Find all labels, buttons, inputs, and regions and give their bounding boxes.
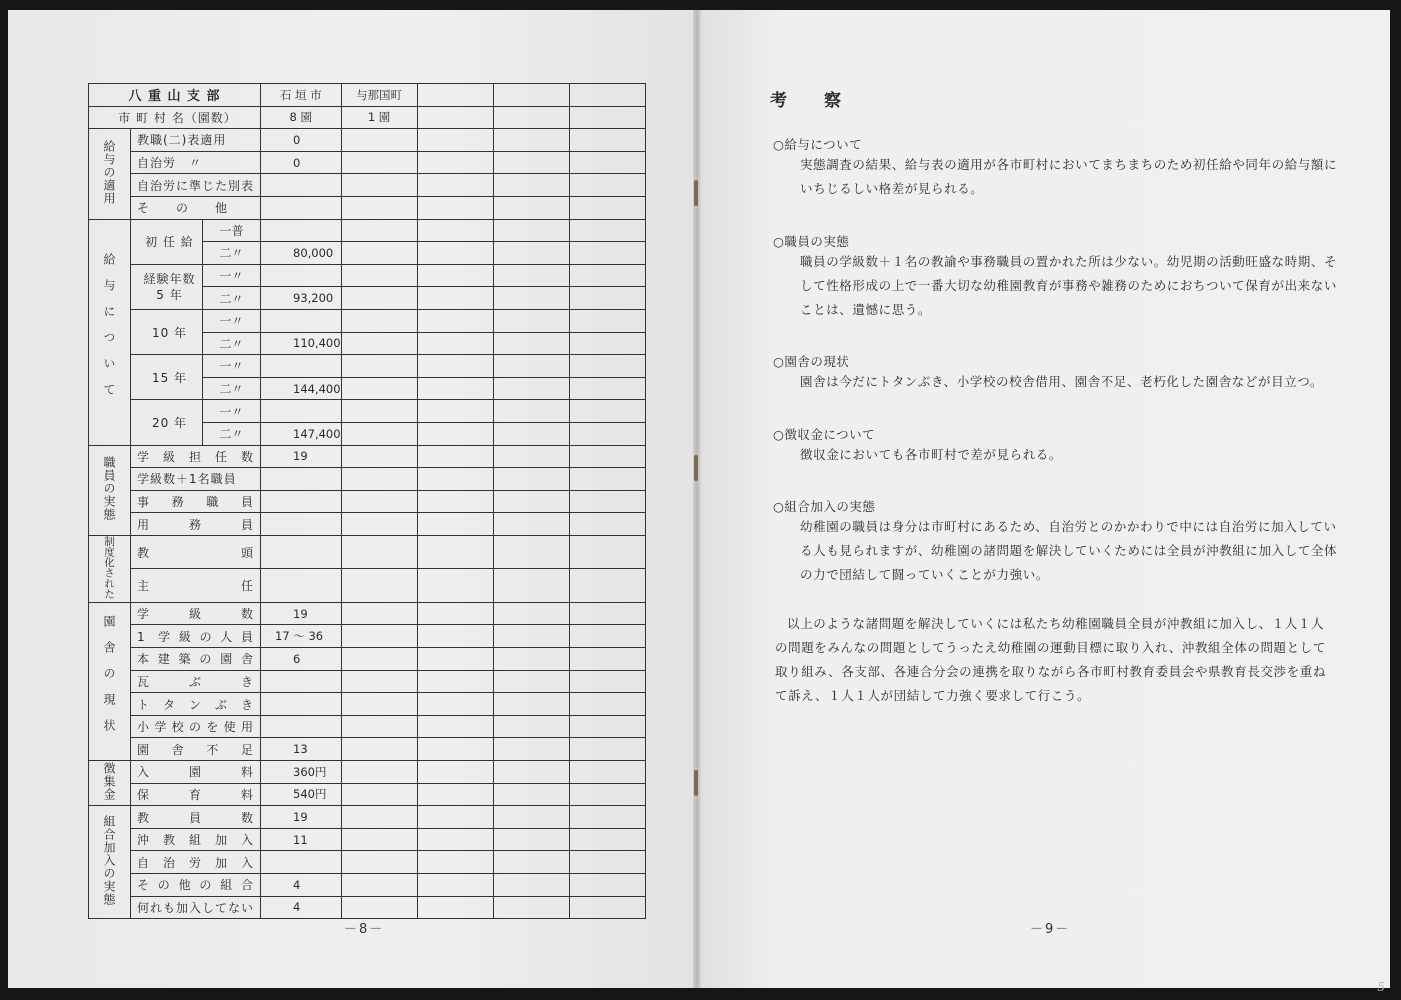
conclusion-paragraph: 以上のような諸問題を解決していくには私たち幼稚園職員全員が沖教組に加入し、１人１人の問題をみんなの問題としてうったえ幼稚園の運動目標に取り入れ、沖教組全体の問題として取り組み、各支部、各連合分会の連携を取りながら各市町村教育委員会や県教育長交渉を重ねて訴え、１人１人が団結して力強く要求して行こう。 [775, 616, 1326, 703]
binding-stitch [694, 770, 698, 796]
section-heading-facility: ○園舎の現状 [773, 354, 850, 369]
cell-value: 0 [261, 151, 342, 174]
table-row [89, 738, 646, 761]
row-label: 事務職員 [131, 490, 261, 513]
grade-label: 一〃 [203, 264, 261, 287]
table-row [89, 355, 646, 378]
table-row [89, 670, 646, 693]
section-heading-fees: ○徴収金について [773, 427, 876, 442]
row-label: 教頭 [131, 535, 261, 569]
table-row [89, 569, 646, 603]
grade-label: 二〃 [203, 377, 261, 400]
table-row [89, 648, 646, 671]
table-row [89, 174, 646, 197]
cell-value: 19 [261, 602, 342, 625]
cell-value [261, 569, 342, 603]
row-label: 1 学級の人員 [131, 625, 261, 648]
page-title: 考 察 [770, 91, 851, 111]
cell-value: 4 [261, 874, 342, 897]
cell-value [261, 670, 342, 693]
municipality-count: 8 園 [261, 106, 342, 129]
group-label: 給与について [89, 219, 131, 445]
row-label: 入園料 [131, 761, 261, 784]
table-header-row [89, 84, 646, 107]
cell-value [261, 468, 342, 491]
grade-label: 一普 [203, 219, 261, 242]
cell-value [261, 400, 342, 423]
cell-value: 93,200 [261, 287, 342, 310]
table-row [89, 535, 646, 569]
grade-label: 一〃 [203, 309, 261, 332]
table-row [89, 400, 646, 423]
row-label: 経験年数 5 年 [131, 264, 203, 309]
table-row [89, 851, 646, 874]
group-label: 園舎の現状 [89, 602, 131, 760]
row-label: 15 年 [131, 355, 203, 400]
cell-value: 360円 [261, 761, 342, 784]
row-label: 学級担任数 [131, 445, 261, 468]
cell-value [261, 309, 342, 332]
row-label: 自治労加入 [131, 851, 261, 874]
table-row [89, 129, 646, 152]
table-row [89, 783, 646, 806]
table-row [89, 264, 646, 287]
table-row [89, 151, 646, 174]
group-label: 徴集金 [89, 761, 131, 806]
table-row [89, 602, 646, 625]
row-label: 自治労に準じた別表 [131, 174, 261, 197]
section-body-union: 幼稚園の職員は身分は市町村にあるため、自治労とのかかわりで中には自治労に加入している人も見られますが、幼稚園の諸問題を解決していくためには全員が沖教組に加入して全体の力で団結して闘っていくことが力強い。 [800, 519, 1338, 582]
table-row [89, 490, 646, 513]
cell-value: 4 [261, 896, 342, 919]
row-label: 瓦ぶき [131, 670, 261, 693]
row-label: トタンぶき [131, 693, 261, 716]
grade-label: 一〃 [203, 355, 261, 378]
row-label: その他の組合 [131, 874, 261, 897]
row-label: 学級数 [131, 602, 261, 625]
row-label: 20 年 [131, 400, 203, 445]
row-label: 教職(二)表適用 [131, 129, 261, 152]
section-body-fees: 徴収金においても各市町村で差が見られる。 [800, 447, 1063, 462]
cell-value: 110,400 [261, 332, 342, 355]
book-spine [693, 10, 701, 988]
col-header-yonaguni: 与那国町 [341, 84, 417, 107]
section-body-salary: 実態調査の結果、給与表の適用が各市町村においてまちまちのため初任給や同年の給与額にいちじるしい格差が見られる。 [800, 157, 1338, 196]
row-label: 教員数 [131, 806, 261, 829]
row-label: 学級数＋1名職員 [131, 468, 261, 491]
group-label: 給与の適用 [89, 129, 131, 219]
corner-mark: 5 [1377, 980, 1385, 994]
grade-label: 二〃 [203, 422, 261, 445]
table-row [89, 874, 646, 897]
cell-value: 17 ～ 36 [261, 625, 342, 648]
table-row [89, 715, 646, 738]
cell-value [261, 535, 342, 569]
grade-label: 一〃 [203, 400, 261, 423]
table-row [89, 693, 646, 716]
cell-value: 19 [261, 806, 342, 829]
row-label: 自治労 〃 [131, 151, 261, 174]
table-row [89, 309, 646, 332]
cell-value: 6 [261, 648, 342, 671]
municipality-count: 1 園 [341, 106, 417, 129]
row-label: 小学校のを使用 [131, 715, 261, 738]
table-row [89, 468, 646, 491]
section-body-facility: 園舎は今だにトタンぶき、小学校の校舎借用、園舎不足、老朽化した園舎などが目立つ。 [800, 374, 1324, 389]
table-row [89, 513, 646, 536]
row-label: 本建築の園舎 [131, 648, 261, 671]
table-row [89, 219, 646, 242]
table-row [89, 896, 646, 919]
row-label: 沖教組加入 [131, 828, 261, 851]
section-heading-union: ○組合加入の実態 [773, 499, 876, 514]
col-header-ishigaki: 石 垣 市 [261, 84, 342, 107]
cell-value [261, 693, 342, 716]
survey-table [88, 83, 646, 919]
section-body-staff: 職員の学級数＋１名の教諭や事務職員の置かれた所は少ない。幼児期の活動旺盛な時期、そして性格形成の上で一番大切な幼稚園教育が事務や雑務のためにおちついて保育が出来ないことは、遺憾に思う。 [800, 254, 1338, 317]
row-label: 主任 [131, 569, 261, 603]
grade-label: 二〃 [203, 242, 261, 265]
row-label: 何れも加入してない [131, 896, 261, 919]
cell-value [261, 196, 342, 219]
cell-value: 0 [261, 129, 342, 152]
cell-value [261, 851, 342, 874]
binding-stitch [694, 180, 698, 206]
group-label: 制度化された [89, 535, 131, 602]
cell-value [261, 219, 342, 242]
cell-value: 147,400 [261, 422, 342, 445]
table-row [89, 806, 646, 829]
cell-value [261, 174, 342, 197]
cell-value [261, 513, 342, 536]
section-heading-staff: ○職員の実態 [773, 234, 850, 249]
group-label: 職員の実態 [89, 445, 131, 535]
cell-value [261, 355, 342, 378]
cell-value [261, 715, 342, 738]
cell-value [261, 490, 342, 513]
table-row [89, 106, 646, 129]
grade-label: 二〃 [203, 287, 261, 310]
table-row [89, 625, 646, 648]
cell-value: 13 [261, 738, 342, 761]
cell-value: 540円 [261, 783, 342, 806]
table-row [89, 761, 646, 784]
cell-value: 19 [261, 445, 342, 468]
page-number-right: －9－ [1030, 922, 1071, 937]
section-heading-salary: ○給与について [773, 137, 863, 152]
grade-label: 二〃 [203, 332, 261, 355]
page-number-left: －8－ [344, 922, 385, 937]
row-label: 用務員 [131, 513, 261, 536]
table-row [89, 196, 646, 219]
municipality-label: 市 町 村 名（園数） [89, 106, 261, 129]
row-label: そ の 他 [131, 196, 261, 219]
table-row [89, 445, 646, 468]
cell-value: 80,000 [261, 242, 342, 265]
group-label: 組合加入の実態 [89, 806, 131, 919]
cell-value [261, 264, 342, 287]
table-row [89, 828, 646, 851]
row-label: 保育料 [131, 783, 261, 806]
binding-stitch [694, 455, 698, 481]
cell-value: 144,400 [261, 377, 342, 400]
branch-header: 八 重 山 支 部 [89, 84, 261, 107]
row-label: 10 年 [131, 309, 203, 354]
cell-value: 11 [261, 828, 342, 851]
row-label: 初 任 給 [131, 219, 203, 264]
row-label: 園舎不足 [131, 738, 261, 761]
